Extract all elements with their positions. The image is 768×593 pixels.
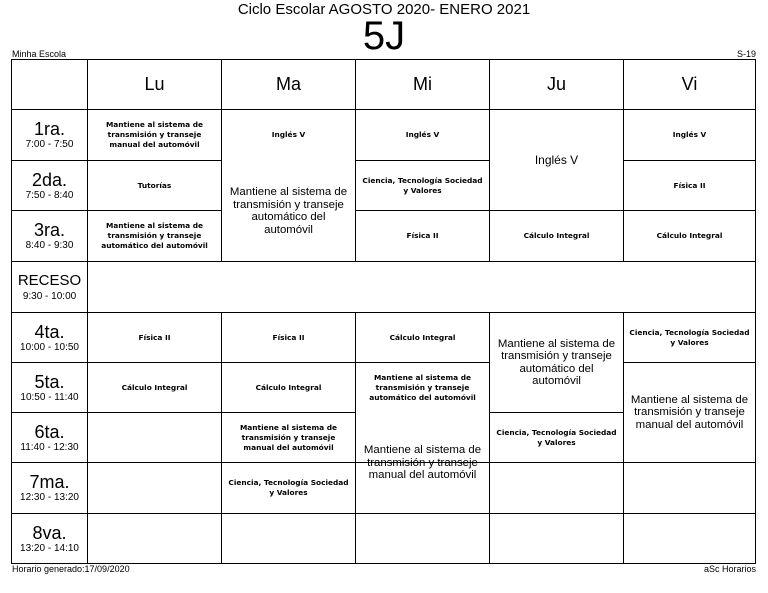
day-header-mi: Mi [413, 74, 432, 94]
class-ju-4-5: Mantiene al sistema de transmisión y transeje automático del automóvil [497, 337, 616, 387]
class-vi-3: Cálculo Integral [656, 231, 723, 240]
software-name: aSc Horarios [703, 564, 756, 574]
day-header-lu: Lu [144, 74, 165, 94]
period-1 [12, 110, 87, 160]
period-name: 7ma. [29, 472, 70, 492]
period-time: 8:40 - 9:30 [25, 240, 74, 251]
period-name: 6ta. [34, 421, 65, 442]
class-vi-4: Ciencia, Tecnología Sociedad y Valores [629, 327, 750, 347]
class-mi-1: Inglés V [405, 130, 440, 139]
period-6 [12, 413, 87, 462]
class-mi-4: Cálculo Integral [389, 332, 456, 342]
timetable-grid [11, 59, 756, 564]
period-time: 11:40 - 12:30 [20, 441, 79, 453]
period-name: RECESO [17, 272, 82, 289]
class-lu-5: Cálculo Integral [121, 382, 188, 392]
class-vi-1: Inglés V [672, 130, 707, 139]
period-name: 1ra. [33, 119, 66, 139]
period-time: 12:30 - 13:20 [20, 492, 79, 503]
class-vi-2: Física II [673, 180, 706, 190]
period-name: 4ta. [34, 321, 65, 342]
class-ju-1-2: Inglés V [534, 152, 579, 167]
period-time: 10:00 - 10:50 [20, 341, 79, 353]
period-name: 5ta. [34, 371, 65, 392]
school-name: Minha Escola [12, 49, 67, 59]
period-name: 3ra. [33, 220, 66, 240]
period-4 [12, 313, 87, 362]
period-8 [12, 514, 87, 563]
class-lu-4: Física II [138, 332, 171, 342]
period-time: 7:50 - 8:40 [25, 189, 74, 201]
class-ju-6: Ciencia, Tecnología Sociedad y Valores [496, 427, 617, 447]
period-time: 10:50 - 11:40 [20, 391, 79, 403]
period-2 [12, 161, 87, 210]
class-mi-2: Ciencia, Tecnología Sociedad y Valores [362, 175, 483, 195]
class-mi-3: Física II [406, 231, 439, 240]
period-name: 2da. [31, 169, 68, 190]
class-mi-5: Mantiene al sistema de transmisión y transeje automático del automóvil [369, 372, 476, 402]
period-time: 13:20 - 14:10 [20, 542, 79, 554]
class-vi-5-6: Mantiene al sistema de transmisión y transeje manual del automóvil [630, 393, 749, 431]
class-ma-1: Inglés V [271, 130, 306, 139]
class-ju-3: Cálculo Integral [523, 231, 590, 240]
class-lu-3: Mantiene al sistema de transmisión y transeje automático del automóvil [101, 221, 208, 250]
class-lu-1: Mantiene al sistema de transmisión y transeje manual del automóvil [105, 120, 204, 149]
class-ma-7: Ciencia, Tecnología Sociedad y Valores [228, 478, 349, 497]
class-lu-2: Tutorías [137, 180, 172, 190]
group-name: 5J [362, 14, 406, 58]
period-name: 8va. [32, 522, 67, 543]
day-header-ma: Ma [275, 74, 301, 94]
room-code: S-19 [736, 49, 756, 59]
period-recess [12, 262, 87, 312]
period-5 [12, 363, 87, 412]
class-ma-5: Cálculo Integral [255, 382, 322, 392]
class-ma-2-3: Mantiene al sistema de transmisión y transeje automático del automóvil [229, 186, 348, 236]
schedule-title: Ciclo Escolar AGOSTO 2020- ENERO 2021 [237, 1, 531, 18]
class-mi-6-7: Mantiene al sistema de transmisión y transeje manual del automóvil [363, 444, 482, 482]
period-time: 7:00 - 7:50 [25, 139, 74, 150]
class-ma-4: Física II [272, 332, 305, 342]
day-header-ju: Ju [546, 74, 566, 94]
period-3 [12, 211, 87, 261]
period-7 [12, 463, 87, 513]
generated-date: Horario generado:17/09/2020 [12, 564, 130, 574]
day-header-vi: Vi [681, 74, 698, 94]
class-ma-6: Mantiene al sistema de transmisión y transeje manual del automóvil [239, 422, 338, 452]
period-time: 9:30 - 10:00 [22, 291, 77, 302]
